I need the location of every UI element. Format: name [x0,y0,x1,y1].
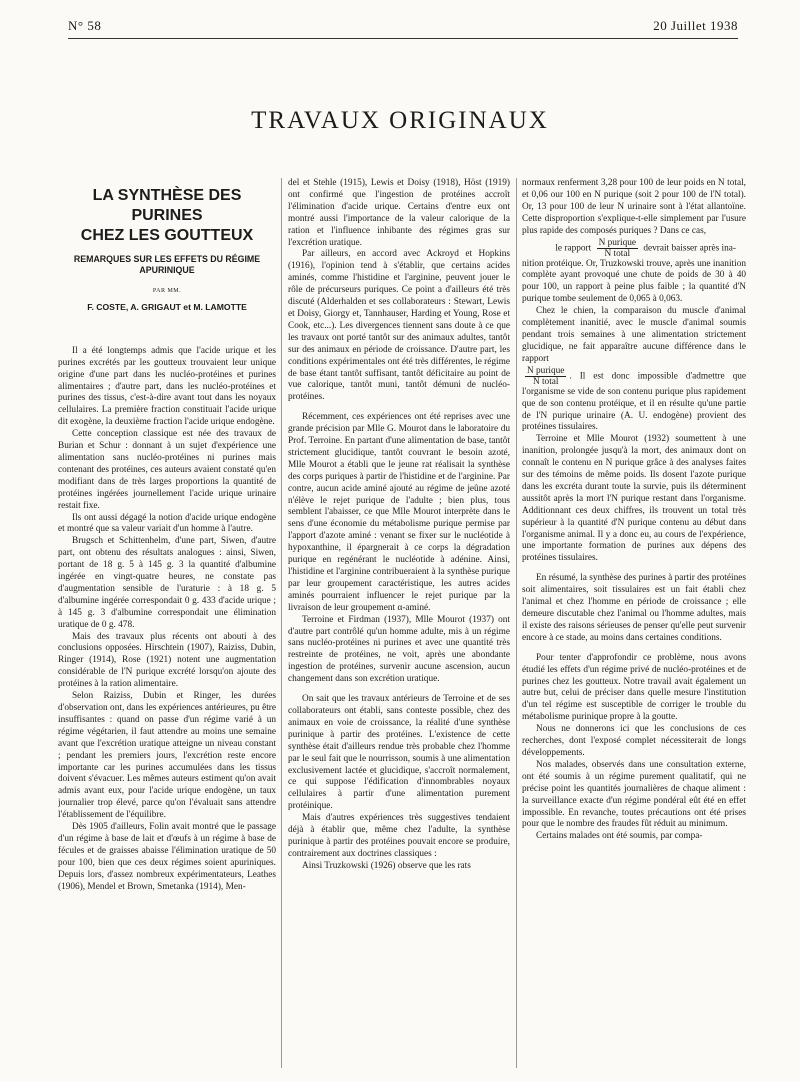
paragraph: Il a été longtemps admis que l'acide urique et les purines excrétés par les goutteux trouvaient leur unique origine d'une part dans les nucléo-protéines et purines alimentaires ; d'autre part, dans les nucléo-protéines et purines des tissus, c'est-à-dire avant tout dans les noyaux cellulaires. La première fraction constituait l'acide urique dit exogène, la deuxième fraction l'acide urique endogène. [58,345,276,428]
article-authors: F. COSTE, A. GRIGAUT et M. LAMOTTE [87,301,247,312]
column-3 [522,178,746,843]
byline-par: PAR MM. [152,288,182,294]
paragraph: Cette conception classique est née des travaux de Burian et Schur : donnant à un sujet d'expérience une alimentation sans nucléo-protéines ni purines mais contenant des protéines, ces auteurs avaient constaté qu'en modifiant dans de très larges proportions la quantité de protéines ingérées journellement l'acide urique urinaire restait fixe. [58,429,276,511]
paragraph: Terroine et Mlle Mourot (1932) soumettent à une inanition, prolongée jusqu'à la mort, des animaux dont on connaît le contenu en N purique grâce à des analyses faites sur des témoins de même poids. Ils dosent l'azote purique dans les excréta durant toute la survie, puis ils déterminent aussitôt après la mort l'N purique restant dans l'organisme. Additionnant ces deux chiffres, ils trouvent un total très supérieur à la quantité d'N purique contenu au début dans l'organisme animal. Il y a donc eu, au cours de l'expérience, une importante formation de purines aux dépens des protéines tissulaires. [522,434,746,564]
fraction-numerator: N purique [598,237,636,248]
article-subtitle [58,254,276,276]
header-rule [68,38,738,39]
ratio-suffix: devrait baisser après ina- [643,243,736,254]
fraction [597,238,638,259]
paragraph: Chez le chien, la comparaison du muscle d'animal complètement inanitié, avec le muscle d'animal soumis pendant trois semaines à une alimentation strictement glucidique, ne fait apparaître aucune différence dans le rapport [522,306,746,364]
paragraph: Certains malades ont été soumis, par compa- [536,831,703,842]
article-title-line: CHEZ LES GOUTTEUX [80,227,254,244]
paragraph: En résumé, la synthèse des purines à partir des protéines soit alimentaires, soit tissulaires est un fait établi chez l'animal et chez l'homme en période de croissance ; elle demeure discutable chez l'animal ou l'homme adultes, mais il existe des raisons sérieuses de penser qu'elle peut survenir encore à ce stade, au moins dans certaines conditions. [522,573,746,643]
column-divider [516,178,517,1068]
fraction-denominator: N total [604,248,631,259]
paragraph: Terroine et Firdman (1937), Mlle Mourot (1937) ont d'autre part contrôlé qu'un homme adulte, mis à un régime sans nucléo-protéines ni purines et avec une quantité très restreinte de protéines, ne voit, après une abondante ingestion de protéines, survenir aucune ascension, aucun changement dans son excrétion uratique. [288,614,510,685]
paragraph: Nous ne donnerons ici que les conclusions de ces recherches, dont l'exposé complet nécessiterait de longs développements. [522,724,746,758]
ratio-prefix: le rapport [555,243,592,254]
paragraph: Dès 1905 d'ailleurs, Folin avait montré que le passage d'un régime à base de lait et d'œufs à un régime à base de fécules et de graisses abaisse l'élimination uratique de 50 pour 100, bien que ces deux régimes soient apuriniques. Depuis lors, d'assez nombreux expérimentateurs, Leathes (1906), Mendel et Brown, Smetanka (1914), Men- [58,822,276,892]
paragraph: Mais d'autres expériences très suggestives tendaient déjà à établir que, même chez l'adulte, la synthèse purinique à partir des protéines pouvait encore se produire, contrairement aux doctrines classiques : [288,813,510,859]
paragraph: Pour tenter d'approfondir ce problème, nous avons étudié les effets d'un régime privé de nucléo-protéines et de purines chez les goutteux. Notre travail avait également un autre but, celui de préciser dans quelle mesure l'institution d'un tel régime est susceptible de corriger le trouble du métabolisme purinique propre à la goutte. [522,652,746,723]
paragraph: Par ailleurs, en accord avec Ackroyd et Hopkins (1916), l'opinion tend à s'établir, que certains acides aminés, comme l'histidine et l'arginine, peuvent jouer le rôle de précurseurs puriques. Ce point a d'ailleurs été très discuté (Alderhalden et ses collaborateurs : Stewart, Lewis et Doisy, Giorgy et, Tannhauser, Harding et Young, Rose et Cook, etc...). Les divergences tiennent sans doute à ce que les travaux ont porté tantôt sur des animaux adultes, tantôt sur des animaux en période de croissance. D'autre part, les conditions expérimentales ont été très différentes, le régime de base étant tantôt suffisant, tantôt déficitaire au point de vue calorique, tantôt muni, tantôt démuni de nucléo-protéines. [288,249,510,403]
paragraph: Selon Raiziss, Dubin et Ringer, les durées d'observation ont, dans les expériences antérieures, pu être insuffisantes : quand on passe d'un régime varié à un régime végétarien, il faut attendre au moins une semaine avant que l'excrétion uratique atteigne un niveau constant ; pendant les premiers jours, l'excrétion reste encore importante car les purines accumulées dans les tissus doivent s'évacuer. Les mêmes auteurs estiment qu'on avait admis avant eux, pour l'acide urique endogène, un taux journalier trop élevé, parce qu'on l'évaluait sans attendre l'établissement de l'équilibre. [58,691,276,821]
fraction-numerator: N purique [527,365,565,376]
ratio-formula [522,238,746,259]
page-header [68,18,738,42]
paragraph: On sait que les travaux antérieurs de Terroine et de ses collaborateurs ont établi, sans conteste possible, chez des animaux en voie de croissance, la réalité d'une synthèse purinique à partir des protéines. L'existence de cette synthèse était d'ailleurs rendue très probable chez l'homme par le seul fait que le nourrisson, soumis à une alimentation exclusivement lactée et glucidique, s'accroît normalement, ce qui suppose l'édification d'innombrables noyaux cellulaires à partir d'une alimentation purement protéinique. [288,694,510,812]
paragraph: nition protéique. Or, Truzkowski trouve, après une inanition complète ayant provoqué une chute de poids de 30 à 40 pour 100, un rapport à peine plus faible ; la quantité d'N purique tombe seulement de 0,065 à 0,063. [522,258,746,305]
article-title [58,186,276,246]
paragraph: Ainsi Truzkowski (1926) observe que les rats [302,860,471,871]
paragraph-tail: . Il est donc impossible d'admettre que l'organisme se vide de son contenu purique plus rapidement que de son contenu protéique, et il en résulte qu'une partie de l'N purique urinaire (A. U. endogène) provient des protéines tissulaires. [522,371,746,433]
paragraph: Brugsch et Schittenhelm, d'une part, Siwen, d'autre part, ont obtenu des résultats analogues : ainsi, Siwen, portant de 18 g. 5 à 145 g. 3 la quantité d'albumine ingérée en vingt-quatre heures, ne constate pas d'augmentation sensible de l'uraturie : à 18 g. 5 d'albumine ingérée correspondait 0 g. 433 d'acide urique ; à 145 g. 3 d'albumine correspondait une élimination uratique de 0 g. 478. [58,536,276,630]
column-1 [58,178,276,894]
paragraph: normaux renferment 3,28 pour 100 de leur poids en N total, et 0,06 our 100 en N purique (soit 2 pour 100 de l'N total). Or, 13 pour 100 de leur N urinaire sont à l'état allantoïne. Cette disproportion s'explique-t-elle simplement par l'usure plus rapide des composés puriques ? Dans ce cas, [522,178,746,236]
column-divider [281,178,282,1068]
article-title-line: LA SYNTHÈSE DES PURINES [92,187,242,224]
paragraph: Ils ont aussi dégagé la notion d'acide urique endogène et montré que sa valeur variait d'un homme à l'autre. [58,512,276,535]
fraction [525,366,566,387]
article-subtitle-line: REMARQUES SUR LES EFFETS DU RÉGIME [73,254,261,264]
section-title: TRAVAUX ORIGINAUX [251,106,549,134]
issue-number: N° 58 [68,18,102,33]
paragraph: Récemment, ces expériences ont été reprises avec une grande précision par Mlle G. Mourot dans le laboratoire du Prof. Terroine. En partant d'une alimentation de base, tantôt strictement glucidique, tantôt couvrant le besoin azoté, Mlle Mourot a établi que le jeune rat réalisait la synthèse des corps puriques à partir de l'histidine et de l'arginine. Par contre, aucun acide aminé ajouté au régime de jeûne azoté n'élève le rejet purique de l'adulte ; bien plus, tous semblent l'abaisser, ce que Mlle Mourot interprète dans le sens d'une économie du métabolisme purique permise par l'apport d'azote aminé : venant se fixer sur le nucléotide à hypoxanthine, il épargnerait à ce corps la dégradation purique en regénérant le nucléotide à adénine. Ainsi, l'histidine et l'arginine contribueraient à la synthèse purique par leur groupement caractéristique, les autres acides aminés pourraient influencer le rejet purique par la livraison de leur groupement α-aminé. [288,412,510,613]
paragraph-continuation [522,366,746,435]
paragraph: del et Stehle (1915), Lewis et Doisy (1918), Höst (1919) ont confirmé que l'ingestion de protéines accroît l'élimination d'acide urique. Certains d'entre eux ont montré aussi l'importance de la valeur calorique de la ration et l'influence inhibante des régimes gras sur l'excrétion uratique. [288,178,510,248]
fraction-denominator: N total [532,376,559,387]
column-2 [288,178,510,873]
paragraph: Nos malades, observés dans une consultation externe, ont été soumis à un régime purement qualitatif, qui ne précise point les quantités journalières de chaque aliment : la surveillance exacte d'un régime pondéral eût été en effet impossible. En revanche, toutes précautions ont été prises pour que le nombre des fraudes fût réduit au minimum. [522,759,746,830]
article-subtitle-line: APURINIQUE [139,265,195,275]
issue-date: 20 Juillet 1938 [653,18,738,33]
paragraph: Mais des travaux plus récents ont abouti à des conclusions opposées. Hirschtein (1907), Raiziss, Dubin, Ringer (1914), Rose (1921) notent une augmentation considérable de l'N purique excrété lorsqu'on ajoute des protéines à la ration alimentaire. [58,631,276,690]
